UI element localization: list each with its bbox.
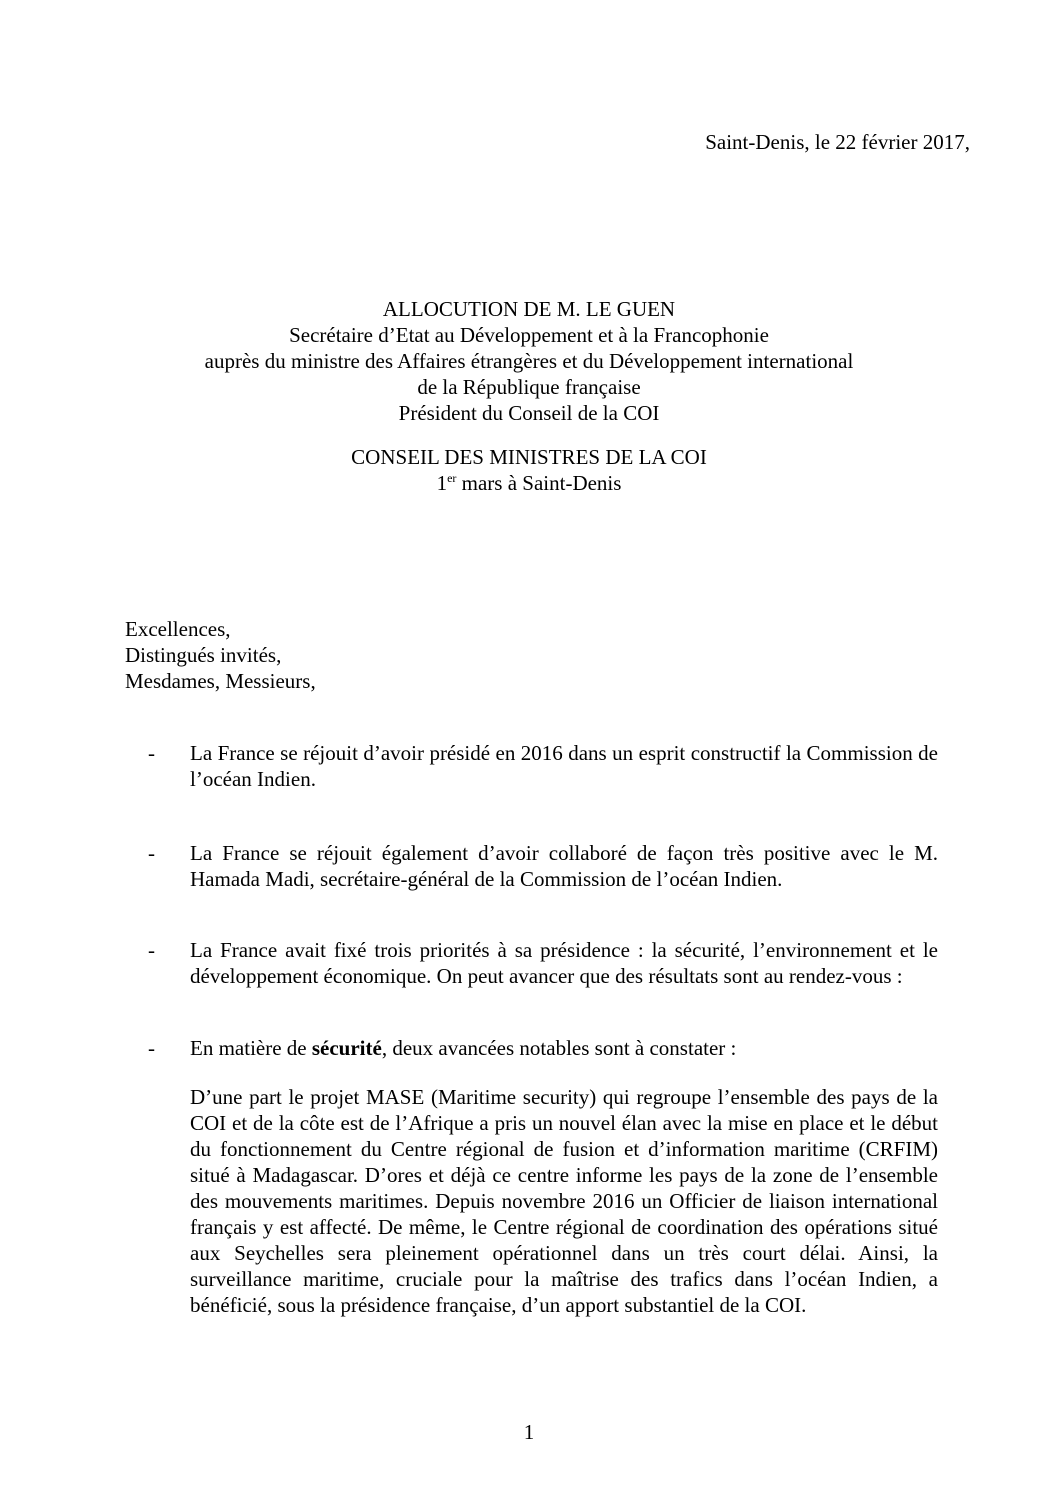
bullet-text: En matière de sécurité, deux avancées notables sont à constater : (190, 1036, 737, 1060)
speaker-role-line: Secrétaire d’Etat au Développement et à la Francophonie (289, 323, 769, 347)
speaker-role-line: auprès du ministre des Affaires étrangères et du Développement international (204, 349, 854, 373)
date-line: Saint-Denis, le 22 février 2017, (705, 130, 970, 154)
emphasis-securite: sécurité (311, 1036, 382, 1060)
event-title: CONSEIL DES MINISTRES DE LA COI (351, 445, 707, 469)
bullet-item (148, 740, 938, 792)
event-header (0, 444, 1058, 496)
page-number: 1 (523, 1420, 535, 1444)
salutation-line: Excellences, (125, 617, 231, 641)
bullet-text: La France se réjouit également d’avoir collaboré de façon très positive avec le M. Hamada Madi, secrétaire-général de la Commission de l’océan Indien. (190, 841, 938, 891)
dash-bullet: - (148, 841, 155, 865)
salutation-line: Mesdames, Messieurs, (125, 669, 316, 693)
dash-bullet: - (148, 938, 155, 962)
bullet-item (148, 937, 938, 989)
dash-bullet: - (148, 741, 155, 765)
bullet-item (148, 840, 938, 892)
dash-bullet: - (148, 1036, 155, 1060)
bullet-item (148, 1035, 938, 1061)
salutation-line: Distingués invités, (125, 643, 282, 667)
speaker-role-line: Président du Conseil de la COI (398, 401, 660, 425)
bullet-text: La France se réjouit d’avoir présidé en 2016 dans un esprit constructif la Commission de l’océan Indien. (190, 741, 938, 791)
speech-header (0, 296, 1058, 426)
bullet-text: La France avait fixé trois priorités à sa présidence : la sécurité, l’environnement et le développement économique. On peut avancer que des résultats sont au rendez-vous : (190, 938, 938, 988)
speaker-role-line: de la République française (417, 375, 641, 399)
body-paragraph: D’une part le projet MASE (Maritime security) qui regroupe l’ensemble des pays de la COI et de la côte est de l’Afrique a pris un nouvel élan avec la mise en place et le début du fonctionnement du Centre régional de fusion et d’information maritime (CRFIM) situé à Madagascar. D’ores et déjà ce centre informe les pays de la zone de l’ensemble des mouvements maritimes. Depuis novembre 2016 un Officier de liaison international français y est affecté. De même, le Centre régional de coordination des opérations situé aux Seychelles sera pleinement opérationnel dans un très court délai. Ainsi, la surveillance maritime, cruciale pour la maîtrise des trafics dans l’océan Indien, a bénéficié, sous la présidence française, d’un apport substantiel de la COI. (190, 1085, 938, 1317)
event-date: 1er mars à Saint-Denis (436, 471, 622, 495)
speech-title: ALLOCUTION DE M. LE GUEN (382, 297, 676, 321)
salutation (125, 616, 316, 694)
